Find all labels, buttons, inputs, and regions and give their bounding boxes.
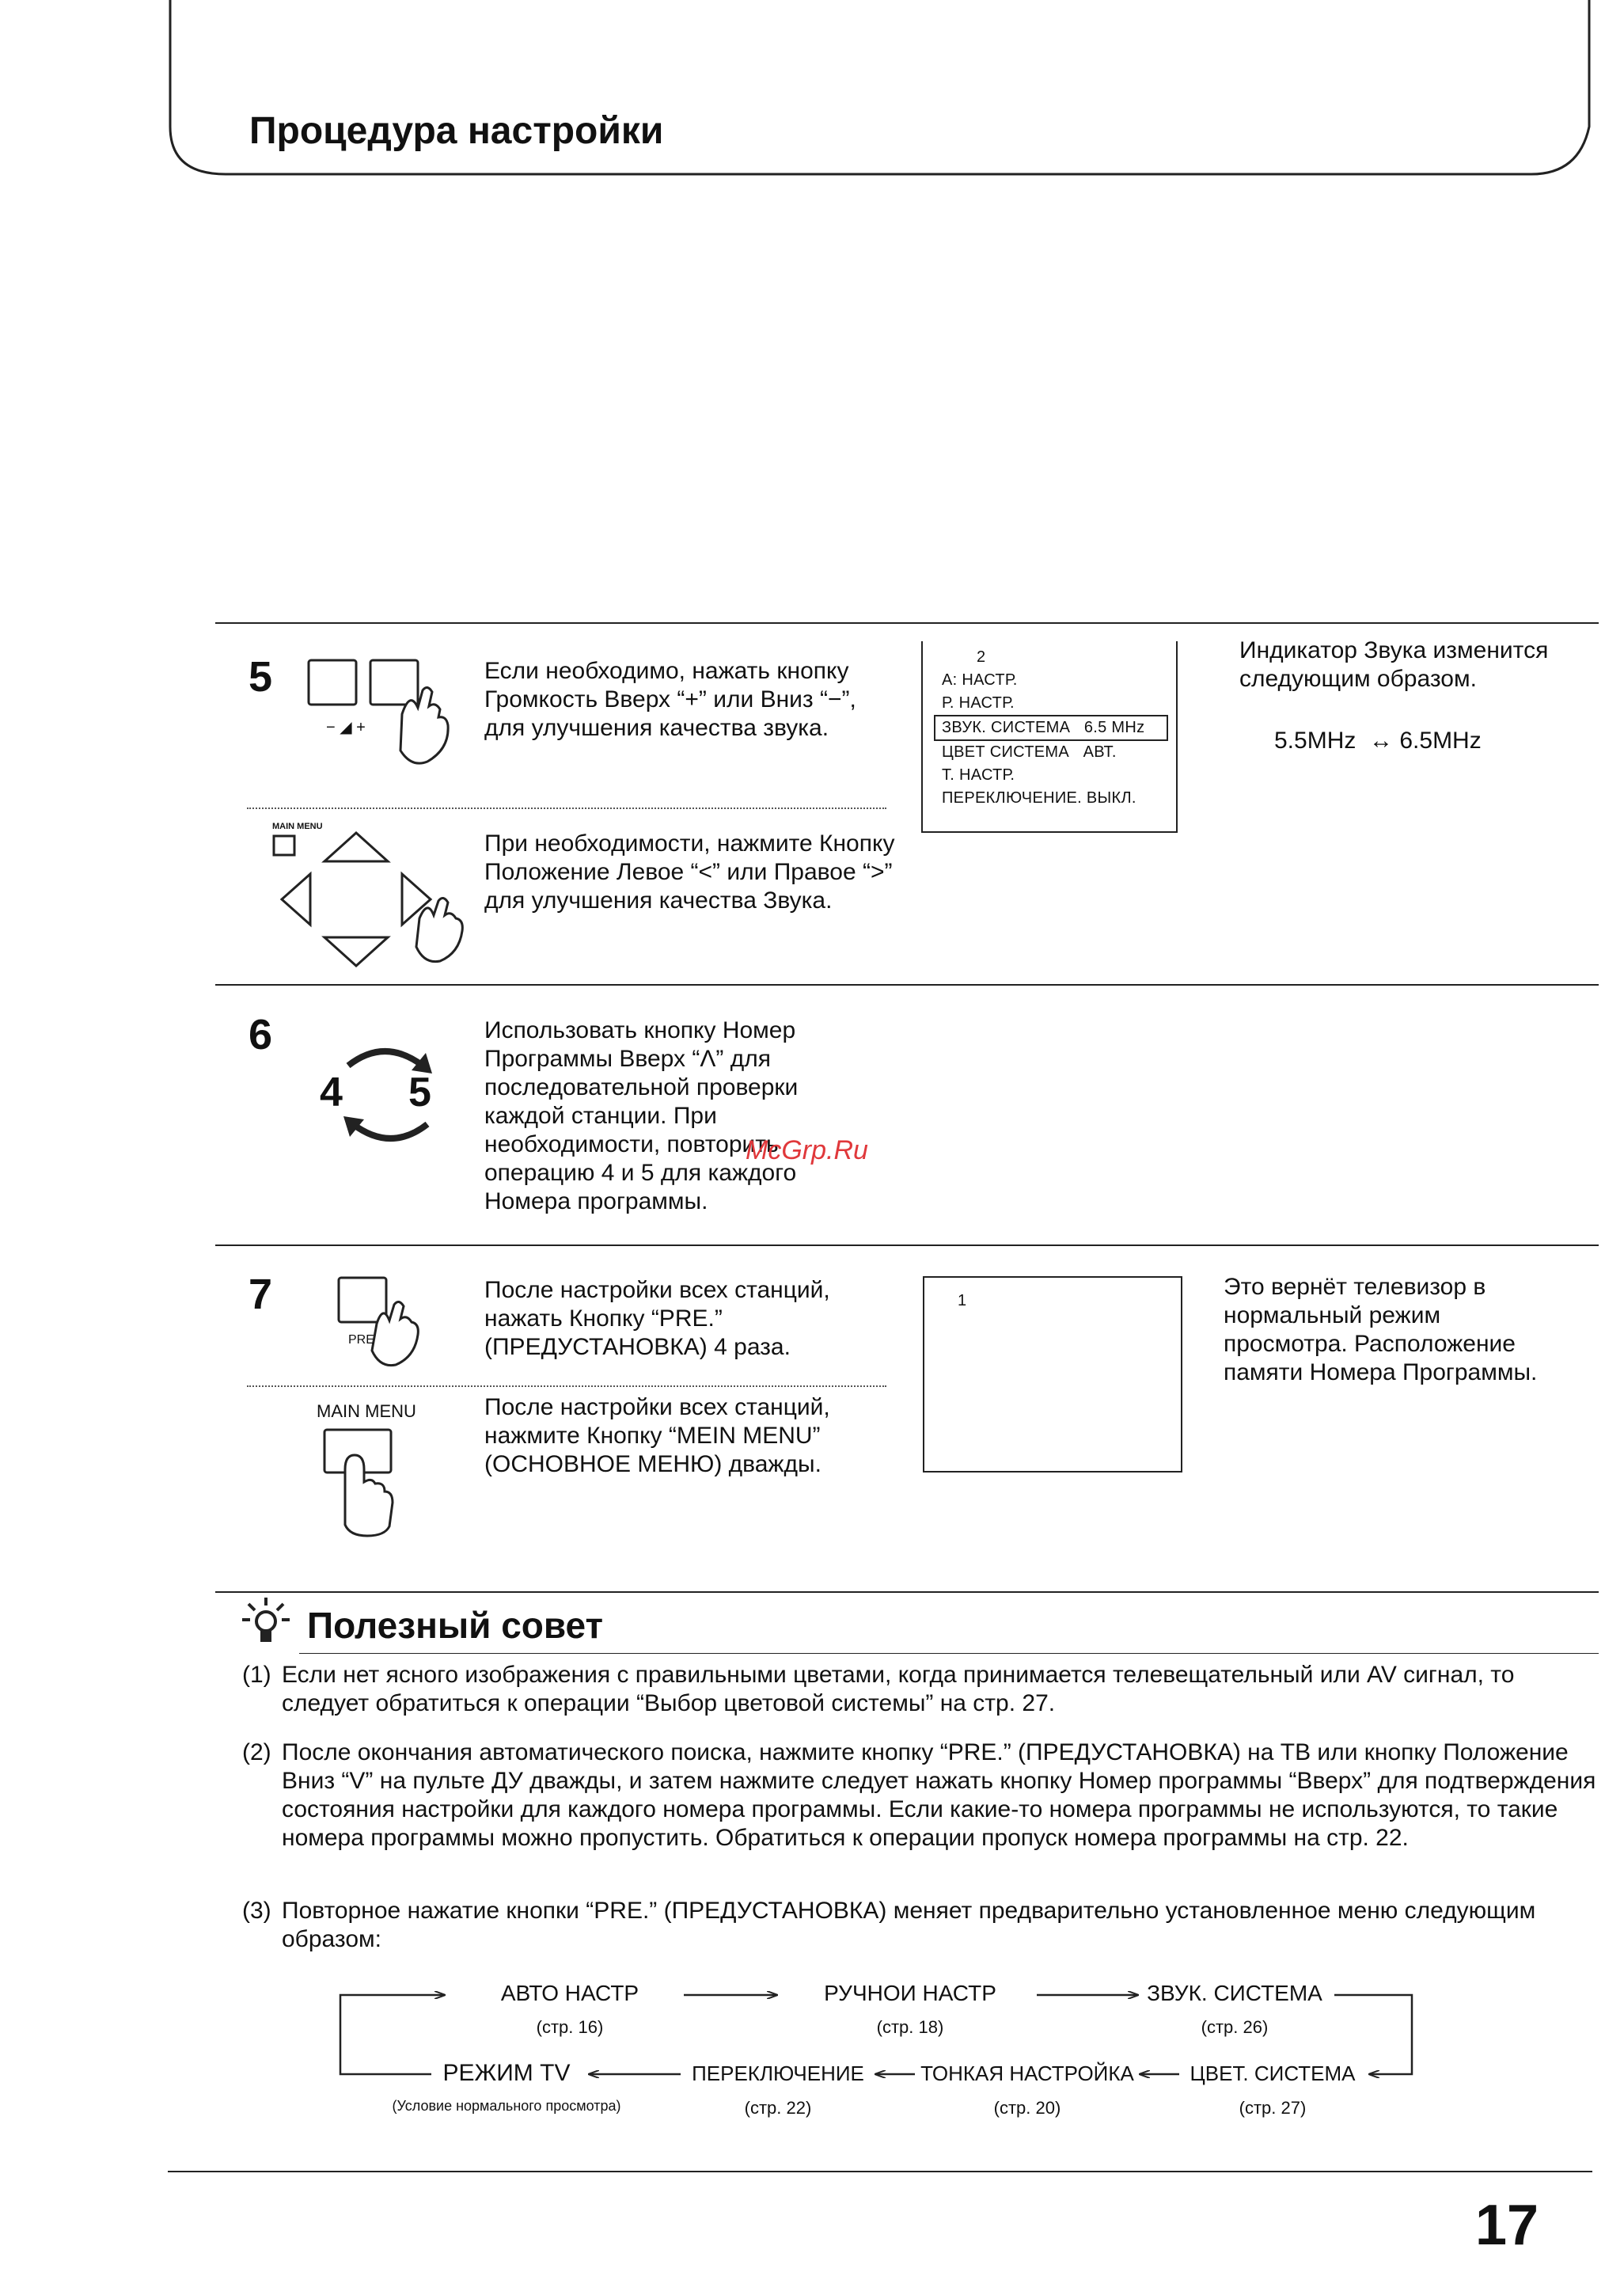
osd-menu-item: Р. НАСТР. [942, 694, 1015, 712]
osd-menu-item: А: НАСТР. [942, 671, 1018, 689]
flow-page-ref: (стр. 22) [744, 2098, 812, 2118]
tip-number: (1) [242, 1662, 271, 1688]
volume-labels: − ◢ + [326, 719, 366, 736]
footer-rule [168, 2171, 1592, 2172]
main-menu-label: MAIN MENU [317, 1401, 416, 1421]
osd-menu-item: ПЕРЕКЛЮЧЕНИЕ. ВЫКЛ. [942, 789, 1136, 807]
step-number: 7 [249, 1271, 273, 1318]
flow-step-manual-tune: РУЧНОИ НАСТР [824, 1981, 996, 2005]
osd-program-number: 1 [958, 1292, 967, 1309]
flow-step-color-system: ЦВЕТ. СИСТЕМА [1190, 2062, 1356, 2085]
sound-indicator-value: 5.5MHz ↔ 6.5MHz [1274, 728, 1482, 754]
step5-alt-text: При необходимости, нажмите Кнопку Положение Левое “<” или Правое “>” для улучшения качества Звука. [484, 830, 895, 914]
tip-text: Если нет ясного изображения с правильными цветами, когда принимается телевещательный или AV сигнал, то следует обратиться к операции “Выбор цветовой системы” на стр. 27. [282, 1662, 1515, 1716]
flow-page-ref: (стр. 20) [993, 2098, 1061, 2118]
flow-page-ref: (стр. 27) [1239, 2098, 1307, 2118]
tip-number: (3) [242, 1898, 271, 1924]
flow-page-ref: (стр. 26) [1201, 2017, 1269, 2037]
step-number: 5 [249, 653, 273, 701]
tip-text: Повторное нажатие кнопки “PRE.” (ПРЕДУСТАНОВКА) меняет предварительно установленное меню следующим образом: [282, 1898, 1536, 1952]
osd-menu-item: Т. НАСТР. [942, 766, 1015, 784]
step5-note: Индикатор Звука изменится следующим образом. [1239, 637, 1549, 692]
flow-page-ref: (стр. 16) [536, 2017, 604, 2037]
cycle-label-right: 5 [408, 1070, 431, 1115]
flow-step-fine-tune: ТОНКАЯ НАСТРОЙКА [920, 2062, 1134, 2085]
main-menu-label: MAIN MENU [272, 822, 323, 831]
tips-title: Полезный совет [307, 1605, 604, 1646]
page-title: Процедура настройки [249, 110, 664, 152]
step5-main-text: Если необходимо, нажать кнопку Громкость Вверх “+” или Вниз “−”, для улучшения качества звука. [484, 658, 856, 741]
pre-label: PRE [348, 1333, 374, 1347]
watermark: McGrp.Ru [746, 1135, 868, 1165]
flow-step-tv-mode: РЕЖИМ TV [442, 2060, 571, 2086]
page-number: 17 [1475, 2194, 1539, 2257]
flow-page-ref: (Условие нормального просмотра) [392, 2098, 621, 2114]
osd-program-number: 2 [977, 648, 986, 666]
step-number: 6 [249, 1011, 273, 1058]
step7-main-text: После настройки всех станций, нажать Кнопку “PRE.” (ПРЕДУСТАНОВКА) 4 раза. [484, 1277, 830, 1360]
flow-step-auto-tune: АВТО НАСТР [500, 1981, 639, 2005]
osd-menu-item-selected: ЗВУК. СИСТЕМА 6.5 MHz [934, 715, 1168, 741]
tip-number: (2) [242, 1739, 271, 1765]
tip-text: После окончания автоматического поиска, нажмите кнопку “PRE.” (ПРЕДУСТАНОВКА) на ТВ или кнопку Положение Вниз “V” на пульте ДУ дважды, и затем нажмите следует нажать кнопку Номер программы “Вверх” для подтверждения состояния настройки для каждого номера программы. Если какие-то номера программы не используются, то такие номера программы можно пропустить. Обратиться к операции пропуск номера программы на стр. 22. [282, 1739, 1596, 1851]
step6-main-text: Использовать кнопку Номер Программы Вверх “Λ” для последовательной проверки каждой станции. При необходимости, повторить операцию 4 и 5 для каждого Номера программы. [484, 1017, 799, 1214]
osd-menu-item: ЦВЕТ СИСТЕМА АВТ. [942, 743, 1117, 761]
flow-page-ref: (стр. 18) [876, 2017, 944, 2037]
step7-alt-text: После настройки всех станций, нажмите Кнопку “MEIN MENU” (ОСНОВНОЕ МЕНЮ) дважды. [484, 1394, 830, 1477]
flow-step-switch: ПЕРЕКЛЮЧЕНИЕ [692, 2062, 864, 2085]
flow-step-sound-system: ЗВУК. СИСТЕМА [1147, 1981, 1322, 2005]
cycle-label-left: 4 [320, 1070, 343, 1115]
step7-note: Это вернёт телевизор в нормальный режим просмотра. Расположение памяти Номера Программы. [1224, 1274, 1538, 1385]
